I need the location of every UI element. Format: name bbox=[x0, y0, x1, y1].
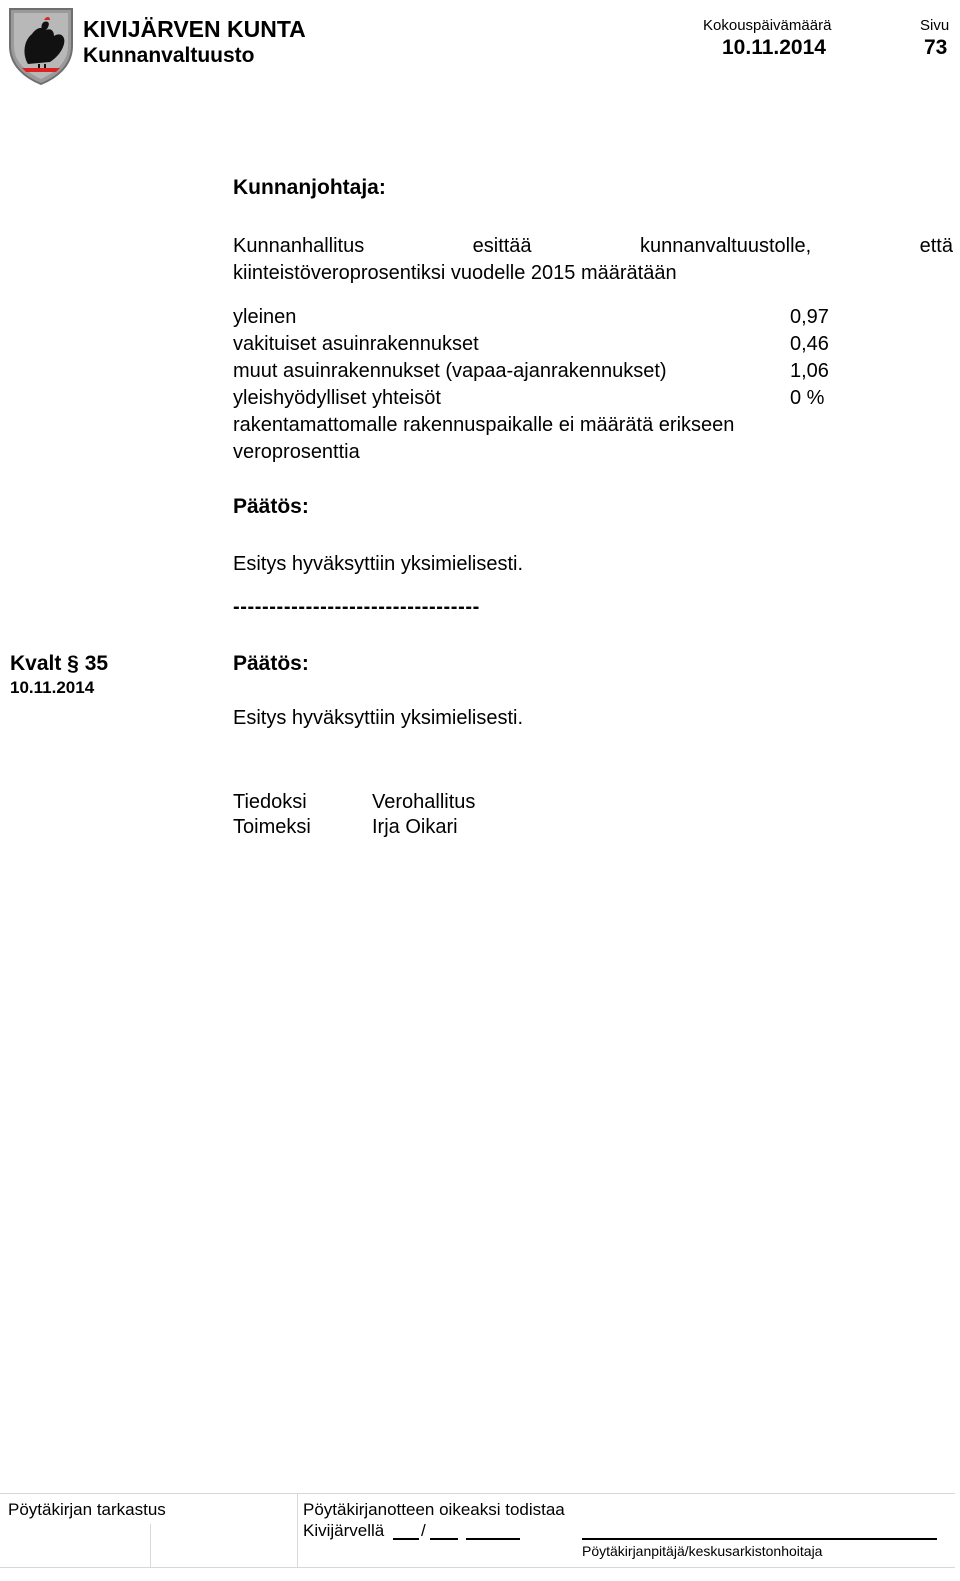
place-label: Kivijärvellä bbox=[303, 1521, 385, 1540]
rate-value: 0,46 bbox=[790, 333, 829, 355]
rate-value: 0,97 bbox=[790, 306, 829, 328]
action-label: Toimeksi bbox=[233, 816, 311, 838]
municipal-crest-icon bbox=[6, 6, 76, 86]
separator-line: ---------------------------------- bbox=[233, 596, 480, 618]
date-separator: / bbox=[421, 1521, 426, 1540]
meeting-date-value: 10.11.2014 bbox=[722, 36, 826, 59]
action-recipient: Irja Oikari bbox=[372, 816, 458, 838]
date-blank bbox=[393, 1538, 419, 1540]
organization-name: KIVIJÄRVEN KUNTA bbox=[83, 16, 306, 42]
rate-label: yleishyödylliset yhteisöt bbox=[233, 387, 441, 409]
intro-line-1 bbox=[233, 235, 953, 258]
intro-word: kunnanvaltuustolle, bbox=[639, 235, 812, 257]
decision-label: Päätös: bbox=[233, 495, 309, 518]
page-number: 73 bbox=[924, 36, 948, 59]
page-label: Sivu bbox=[920, 17, 950, 34]
meeting-date-label: Kokouspäivämäärä bbox=[703, 17, 832, 34]
rate-label: yleinen bbox=[233, 306, 297, 328]
rate-label: vakituiset asuinrakennukset bbox=[233, 333, 479, 355]
intro-word: että bbox=[919, 235, 953, 257]
info-recipient: Verohallitus bbox=[372, 791, 476, 813]
rate-label: muut asuinrakennukset (vapaa-ajanrakennukset) bbox=[233, 360, 667, 382]
date-blank bbox=[466, 1538, 520, 1540]
unbuilt-text-line-1: rakentamattomalle rakennuspaikalle ei määrätä erikseen bbox=[233, 414, 735, 436]
decision-text: Esitys hyväksyttiin yksimielisesti. bbox=[233, 553, 524, 575]
certify-label: Pöytäkirjanotteen oikeaksi todistaa bbox=[303, 1500, 565, 1519]
signer-title: Pöytäkirjanpitäjä/keskusarkistonhoitaja bbox=[582, 1543, 823, 1559]
decision-text: Esitys hyväksyttiin yksimielisesti. bbox=[233, 707, 524, 729]
organization-body: Kunnanvaltuusto bbox=[83, 44, 255, 67]
footer-divider bbox=[150, 1524, 151, 1567]
rate-value: 0 % bbox=[790, 387, 825, 409]
date-blank bbox=[430, 1538, 458, 1540]
section-heading: Kunnanjohtaja: bbox=[233, 176, 386, 199]
footer-divider bbox=[297, 1494, 298, 1567]
decision-label: Päätös: bbox=[233, 652, 309, 675]
rate-value: 1,06 bbox=[790, 360, 829, 382]
review-label: Pöytäkirjan tarkastus bbox=[8, 1500, 166, 1519]
intro-line-2: kiinteistöveroprosentiksi vuodelle 2015 määrätään bbox=[233, 262, 677, 284]
signature-line bbox=[582, 1538, 937, 1540]
meeting-section-ref: Kvalt § 35 bbox=[10, 652, 109, 675]
meeting-section-date: 10.11.2014 bbox=[10, 678, 95, 697]
intro-word: Kunnanhallitus bbox=[233, 235, 365, 257]
unbuilt-text-line-2: veroprosenttia bbox=[233, 441, 360, 463]
info-label: Tiedoksi bbox=[233, 791, 307, 813]
intro-word: esittää bbox=[472, 235, 532, 257]
